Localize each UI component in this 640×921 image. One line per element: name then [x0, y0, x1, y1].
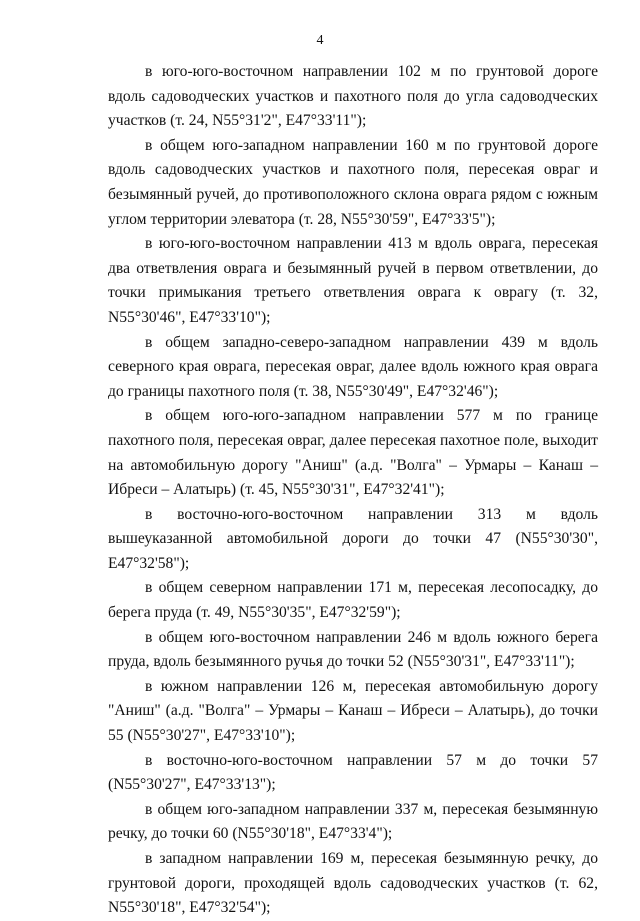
boundary-paragraph-1: в юго-юго-восточном направлении 102 м по грунтовой дороге вдоль садоводческих участков и пахотного поля до угла садоводческих участков (т. 24, N55°31'2", E47°33'11");: [108, 63, 598, 130]
boundary-paragraph-3: в юго-юго-восточном направлении 413 м вдоль оврага, пересекая два ответвления оврага и безымянный ручей в первом ответвлении, до точки примыкания третьего ответвления оврага к оврагу (т. 32, N55°30'46", E47°33'10");: [108, 235, 598, 326]
page-number: 4: [316, 33, 324, 48]
boundary-paragraph-4: в общем западно-северо-западном направлении 439 м вдоль северного края оврага, пересекая овраг, далее вдоль южного края оврага до границы пахотного поля (т. 38, N55°30'49", E47°32'46");: [108, 333, 598, 400]
boundary-paragraph-2: в общем юго-западном направлении 160 м по грунтовой дороге вдоль садоводческих участков и пахотного поля, пересекая овраг и безымянный ручей, до противоположного склона оврага рядом с южным углом территории элеватора (т. 28, N55°30'59", E47°33'5");: [108, 136, 598, 228]
boundary-paragraph-6: в восточно-юго-восточном направлении 313 м вдоль вышеуказанной автомобильной дороги до точки 47 (N55°30'30", E47°32'58");: [108, 505, 598, 572]
boundary-paragraph-11: в общем юго-западном направлении 337 м, пересекая безымянную речку, до точки 60 (N55°30'18", E47°33'4");: [108, 800, 598, 843]
boundary-paragraph-8: в общем юго-восточном направлении 246 м вдоль южного берега пруда, вдоль безымянного ручья до точки 52 (N55°30'31", E47°33'11");: [108, 628, 598, 671]
document-body: [108, 60, 598, 921]
boundary-paragraph-5: в общем юго-юго-западном направлении 577 м по границе пахотного поля, пересекая овраг, далее пересекая пахотное поле, выходит на автомобильную дорогу "Аниш" (а.д. "Волга" – Урмары – Канаш – Ибреси – Алатырь) (т. 45, N55°30'31", E47°32'41");: [108, 407, 598, 499]
boundary-paragraph-10: в восточно-юго-восточном направлении 57 м до точки 57 (N55°30'27", E47°33'13");: [108, 751, 598, 794]
boundary-paragraph-12: в западном направлении 169 м, пересекая безымянную речку, до грунтовой дороги, проходящей вдоль садоводческих участков (т. 62, N55°30'18", E47°32'54");: [108, 850, 598, 917]
boundary-paragraph-9: в южном направлении 126 м, пересекая автомобильную дорогу "Аниш" (а.д. "Волга" – Урмары – Канаш – Ибреси – Алатырь), до точки 55 (N55°30'27", E47°33'10");: [108, 677, 598, 745]
boundary-paragraph-7: в общем северном направлении 171 м, пересекая лесопосадку, до берега пруда (т. 49, N55°30'35", E47°32'59");: [108, 579, 598, 622]
